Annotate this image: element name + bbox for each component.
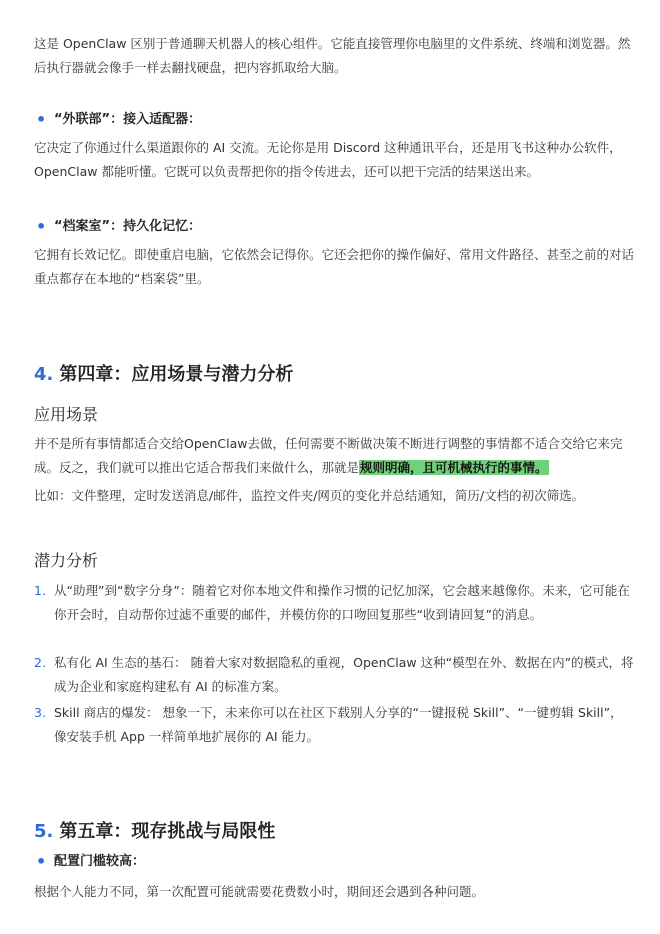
chapter-5-title: 第五章：现存挑战与局限性 xyxy=(59,821,276,842)
bullet-dot-icon: • xyxy=(36,852,47,871)
chapter-4-title: 第四章：应用场景与潜力分析 xyxy=(59,364,294,385)
bullet-dot-icon: • xyxy=(36,217,47,236)
application-scenarios-paragraph xyxy=(34,432,634,480)
intro-paragraph: 这是 OpenClaw 区别于普通聊天机器人的核心组件。它能直接管理你电脑里的文件系统、终端和浏览器。然后执行器就会像手一样去翻找硬盘，把内容抓取给大脑。 xyxy=(34,36,631,75)
config-bullet xyxy=(36,852,145,872)
potential-item-text: Skill 商店的爆发： 想象一下，未来你可以在社区下载别人分享的“一键报税 Skill”、“一键剪辑 Skill”，像安装手机 App 一样简单地扩展你的 AI 能力。 xyxy=(54,705,623,744)
chapter-5-number: 5. xyxy=(34,821,54,842)
config-bullet-label: 配置门槛较高： xyxy=(54,854,146,869)
application-scenarios-heading: 应用场景 xyxy=(34,405,99,424)
chapter-4-heading xyxy=(34,361,293,389)
archive-bullet-label: “档案室”：持久化记忆： xyxy=(54,219,202,234)
archive-description: 它拥有长效记忆。即使重启电脑，它依然会记得你。它还会把你的操作偏好、常用文件路径、甚至之前的对话重点都存在本地的“档案袋”里。 xyxy=(34,247,635,286)
potential-item-number: 3. xyxy=(34,705,46,720)
application-paragraph-text: 并不是所有事情都适合交给OpenClaw去做，任何需要不断做决策不断进行调整的事情都不适合交给它来完成。反之，我们就可以推出它适合帮我们来做什么，那就是 xyxy=(34,436,623,475)
highlighted-rule: 规则明确，且可机械执行的事情。 xyxy=(360,460,548,475)
chapter-4-number: 4. xyxy=(34,364,54,385)
potential-item-number: 2. xyxy=(34,655,46,670)
potential-item-text: 私有化 AI 生态的基石： 随着大家对数据隐私的重视，OpenClaw 这种“模型在外、数据在内”的模式，将成为企业和家庭构建私有 AI 的标准方案。 xyxy=(54,655,634,694)
potential-analysis-heading: 潜力分析 xyxy=(34,551,99,570)
potential-item-text: 从“助理”到“数字分身”：随着它对你本地文件和操作习惯的记忆加深，它会越来越像你。未来，它可能在你开会时，自动帮你过滤不重要的邮件，并模仿你的口吻回复那些“收到请回复”的消息。 xyxy=(54,583,630,622)
application-example: 比如：文件整理，定时发送消息/邮件，监控文件夹/网页的变化并总结通知，简历/文档的初次筛选。 xyxy=(34,488,585,503)
config-description: 根据个人能力不同，第一次配置可能就需要花费数小时，期间还会遇到各种问题。 xyxy=(34,884,485,899)
potential-item-1 xyxy=(34,579,634,627)
chapter-5-heading xyxy=(34,818,275,846)
external-bullet xyxy=(36,110,201,130)
potential-item-3 xyxy=(34,701,634,749)
external-bullet-label: “外联部”：接入适配器： xyxy=(54,112,202,127)
potential-item-2 xyxy=(34,651,634,699)
external-description: 它决定了你通过什么渠道跟你的 AI 交流。无论你是用 Discord 这种通讯平台，还是用飞书这种办公软件，OpenClaw 都能听懂。它既可以负责帮把你的指令传进去，还可以把干完活的结果送出来。 xyxy=(34,140,622,179)
archive-bullet xyxy=(36,217,201,237)
potential-item-number: 1. xyxy=(34,583,46,598)
bullet-dot-icon: • xyxy=(36,110,47,129)
